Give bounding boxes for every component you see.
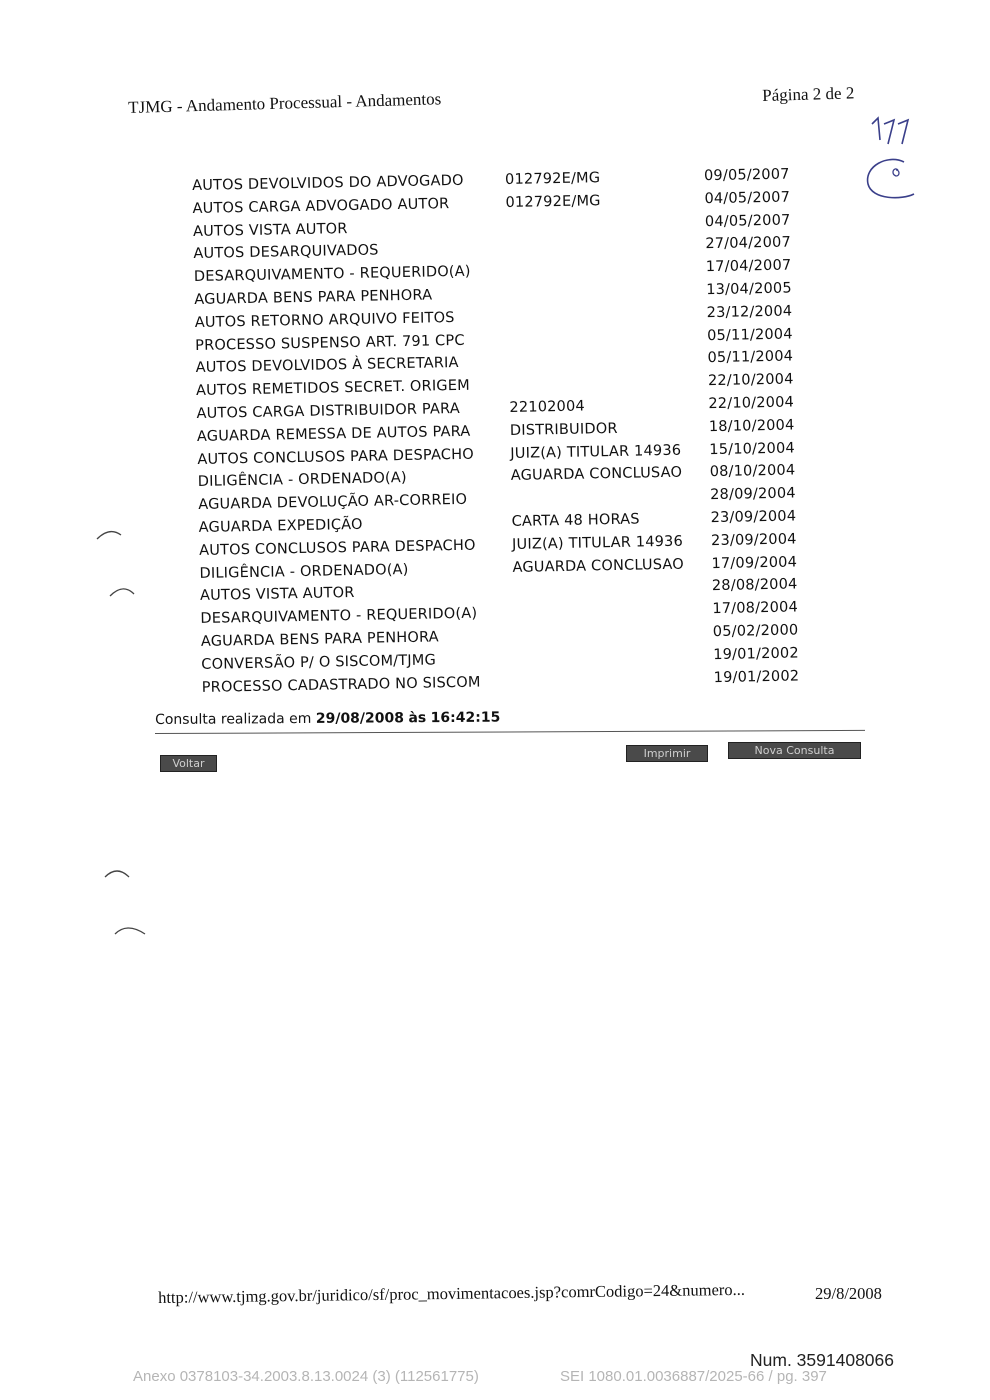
andamento-descricao: AGUARDA DEVOLUÇÃO AR-CORREIO	[198, 491, 468, 514]
sei-watermark: SEI 1080.01.0036887/2025-66 / pg. 397	[560, 1368, 827, 1385]
andamento-descricao: DESARQUIVAMENTO - REQUERIDO(A)	[193, 263, 471, 286]
andamento-data: 22/10/2004	[707, 371, 794, 390]
andamento-descricao: AUTOS DESARQUIVADOS	[193, 242, 379, 263]
andamento-descricao: AUTOS CONCLUSOS PARA DESPACHO	[197, 446, 475, 468]
andamento-data: 27/04/2007	[705, 234, 792, 253]
andamento-descricao: PROCESSO SUSPENSO ART. 791 CPC	[195, 332, 465, 354]
andamento-data: 04/05/2007	[704, 212, 791, 230]
hole-punch-mark	[95, 525, 125, 545]
andamento-descricao: AUTOS VISTA AUTOR	[192, 220, 348, 240]
andamento-complemento: CARTA 48 HORAS	[511, 511, 640, 530]
footer-url: http://www.tjmg.gov.br/juridico/sf/proc_movimentacoes.jsp?comrCodigo=24&numero...	[158, 1279, 746, 1307]
andamento-data: 23/09/2004	[710, 531, 797, 549]
andamento-descricao: DILIGÊNCIA - ORDENADO(A)	[199, 561, 409, 582]
page-number-label: Página 2 de 2	[762, 83, 855, 105]
andamento-descricao: AGUARDA BENS PARA PENHORA	[200, 629, 439, 650]
andamento-complemento: 012792E/MG	[504, 170, 601, 188]
andamento-data: 19/01/2002	[713, 645, 799, 663]
andamento-data: 05/11/2004	[706, 326, 793, 344]
handwritten-page-stamp	[858, 110, 928, 210]
andamento-descricao: AGUARDA REMESSA DE AUTOS PARA	[196, 423, 471, 445]
andamento-data: 15/10/2004	[709, 440, 796, 458]
andamento-descricao: AUTOS DEVOLVIDOS DO ADVOGADO	[192, 172, 464, 194]
andamento-descricao: AGUARDA EXPEDIÇÃO	[198, 516, 363, 536]
consulta-label: Consulta realizada em	[155, 710, 312, 728]
andamento-complemento: AGUARDA CONCLUSAO	[512, 556, 685, 576]
andamento-descricao: AGUARDA BENS PARA PENHORA	[194, 287, 433, 308]
consulta-date: 29/08/2008	[315, 710, 405, 727]
andamento-complemento: JUIZ(A) TITULAR 14936	[511, 533, 684, 553]
consulta-timestamp	[155, 710, 500, 728]
andamento-data: 05/02/2000	[712, 622, 799, 641]
andamento-data: 17/09/2004	[711, 554, 798, 572]
andamento-data: 23/12/2004	[706, 303, 793, 321]
andamento-complemento: 012792E/MG	[505, 192, 601, 211]
hole-punch-mark	[108, 582, 138, 602]
divider-line	[155, 730, 865, 734]
andamento-descricao: AUTOS CARGA DISTRIBUIDOR PARA	[196, 400, 461, 422]
andamento-data: 05/11/2004	[707, 348, 794, 367]
andamento-descricao: AUTOS DEVOLVIDOS À SECRETARIA	[195, 355, 459, 377]
andamento-data: 13/04/2005	[706, 280, 792, 299]
andamento-descricao: AUTOS CARGA ADVOGADO AUTOR	[192, 195, 450, 217]
page-header-title: TJMG - Andamento Processual - Andamentos	[128, 89, 442, 117]
andamento-data: 22/10/2004	[708, 394, 795, 413]
andamento-descricao: AUTOS REMETIDOS SECRET. ORIGEM	[195, 377, 471, 400]
andamento-data: 28/09/2004	[710, 485, 796, 504]
andamento-data: 04/05/2007	[704, 189, 791, 207]
consulta-connector: às	[408, 710, 427, 727]
andamento-data: 09/05/2007	[703, 166, 790, 185]
andamento-data: 17/04/2007	[705, 257, 792, 276]
andamento-complemento: JUIZ(A) TITULAR 14936	[510, 442, 682, 462]
andamento-data: 18/10/2004	[708, 417, 795, 435]
document-number: Num. 3591408066	[750, 1350, 894, 1370]
andamento-data: 23/09/2004	[710, 508, 797, 527]
nova-consulta-button[interactable]: Nova Consulta	[728, 742, 861, 759]
footer-date: 29/8/2008	[815, 1284, 882, 1303]
consulta-time: 16:42:15	[430, 709, 501, 727]
andamento-complemento: 22102004	[509, 398, 586, 416]
anexo-watermark: Anexo 0378103-34.2003.8.13.0024 (3) (112561775)	[133, 1368, 479, 1385]
andamento-data: 08/10/2004	[709, 462, 796, 481]
imprimir-button[interactable]: Imprimir	[626, 745, 708, 762]
andamento-data: 17/08/2004	[712, 599, 799, 618]
andamento-complemento: DISTRIBUIDOR	[509, 420, 618, 439]
andamento-complemento: AGUARDA CONCLUSAO	[510, 465, 683, 485]
andamento-data: 28/08/2004	[711, 576, 798, 595]
andamento-descricao: AUTOS RETORNO ARQUIVO FEITOS	[194, 309, 455, 331]
andamento-descricao: DILIGÊNCIA - ORDENADO(A)	[197, 470, 407, 491]
andamento-descricao: AUTOS CONCLUSOS PARA DESPACHO	[199, 537, 476, 559]
andamento-descricao: CONVERSÃO P/ O SISCOM/TJMG	[201, 652, 437, 673]
hole-punch-mark	[113, 922, 149, 942]
voltar-button[interactable]: Voltar	[160, 755, 217, 772]
hole-punch-mark	[103, 865, 133, 885]
andamento-descricao: DESARQUIVAMENTO - REQUERIDO(A)	[200, 605, 478, 628]
andamentos-table	[192, 166, 842, 703]
andamento-data: 19/01/2002	[713, 667, 800, 686]
andamento-descricao: PROCESSO CADASTRADO NO SISCOM	[201, 674, 481, 696]
andamento-descricao: AUTOS VISTA AUTOR	[199, 585, 355, 605]
